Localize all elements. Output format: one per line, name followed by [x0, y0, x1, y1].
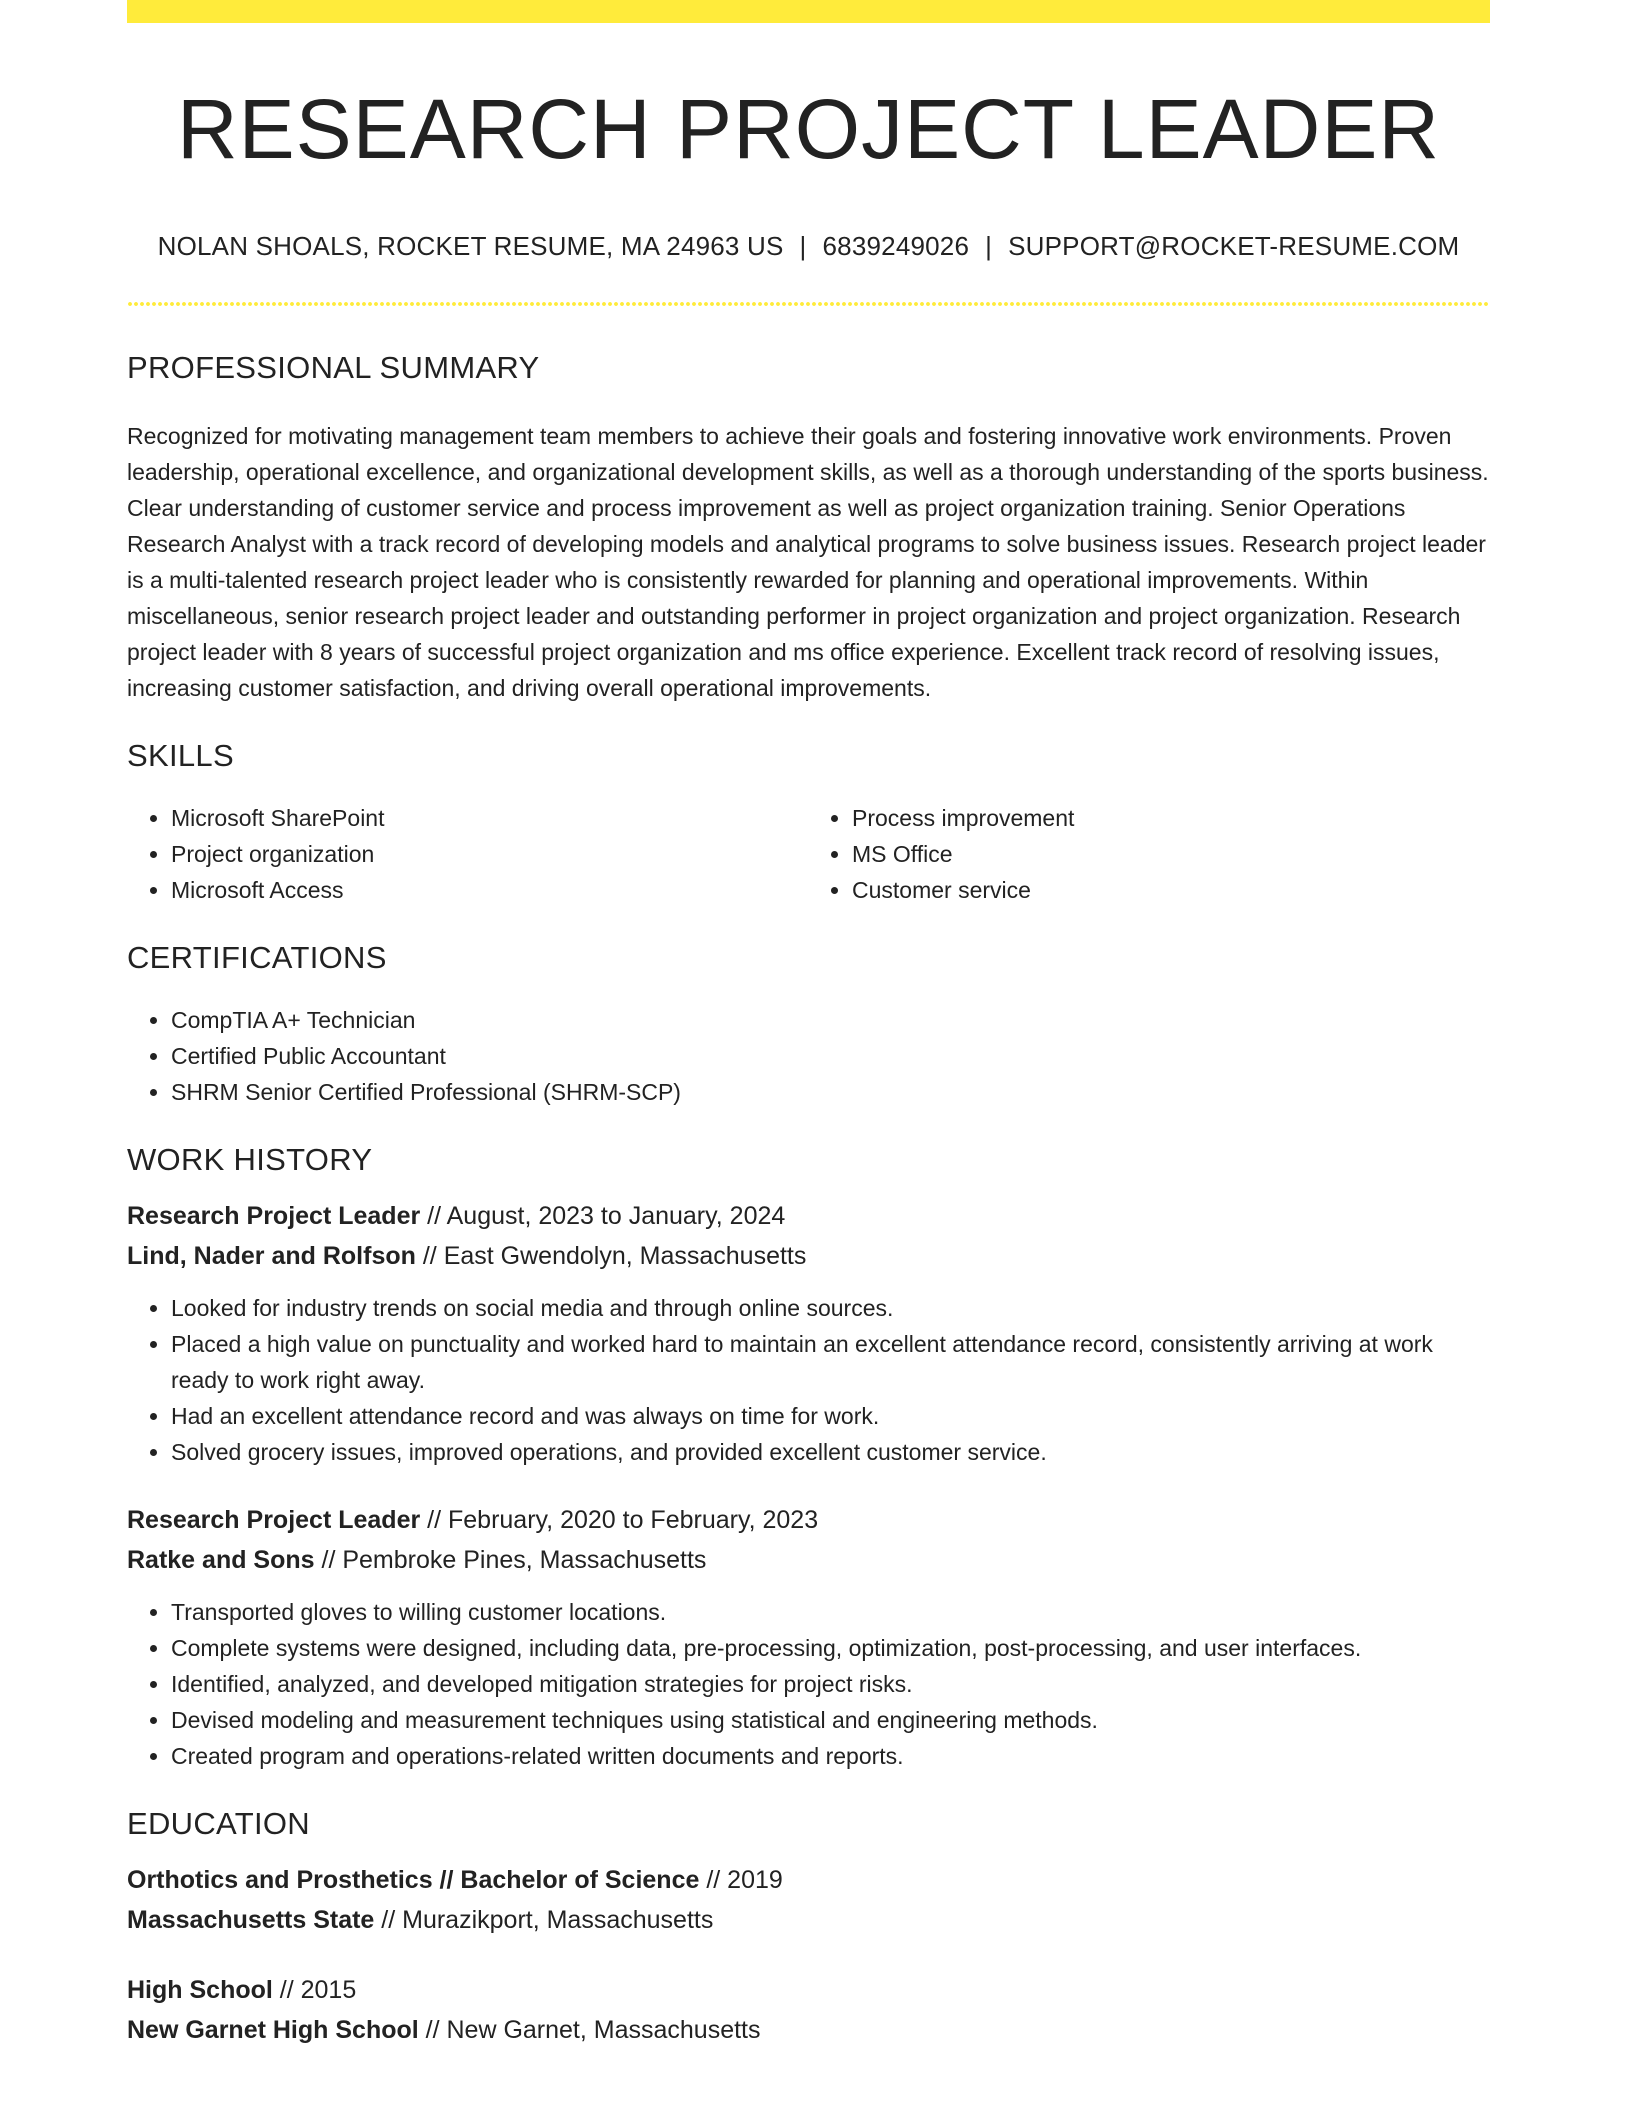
accent-bar: [127, 0, 1490, 23]
job-title: Research Project Leader: [127, 1202, 421, 1231]
education-degree: Orthotics and Prosthetics // Bachelor of Science: [127, 1866, 700, 1895]
job-title: Research Project Leader: [127, 1506, 421, 1535]
job-bullet: • Created program and operations-related written documents and reports.: [171, 1738, 1490, 1774]
job-title-line: [127, 1196, 1490, 1236]
skill-item: • Microsoft SharePoint: [171, 800, 809, 836]
job-company-line: [127, 1236, 1490, 1276]
dotted-divider: [127, 302, 1490, 306]
job-location: // Pembroke Pines, Massachusetts: [321, 1546, 707, 1575]
education-degree-line: [127, 1860, 1490, 1900]
education-school-line: [127, 2010, 1490, 2050]
certification-item: • CompTIA A+ Technician: [171, 1002, 1490, 1038]
job-bullets: [127, 1290, 1490, 1470]
job-company-line: [127, 1540, 1490, 1580]
education-entry: [127, 1970, 1490, 2050]
education-year: // 2015: [279, 1976, 357, 2005]
section-heading-certifications: CERTIFICATIONS: [127, 940, 387, 976]
job-entry: [127, 1196, 1490, 1470]
contact-phone: 6839249026: [822, 231, 970, 262]
job-bullet: • Solved grocery issues, improved operations, and provided excellent customer service.: [171, 1434, 1490, 1470]
job-bullet: • Devised modeling and measurement techniques using statistical and engineering methods.: [171, 1702, 1490, 1738]
contact-separator: |: [985, 231, 993, 262]
job-dates: // February, 2020 to February, 2023: [427, 1506, 819, 1535]
resume-content: [127, 0, 1490, 2050]
job-bullet: • Transported gloves to willing customer locations.: [171, 1594, 1490, 1630]
education-school-line: [127, 1900, 1490, 1940]
skills-columns: [127, 800, 1490, 908]
education-location: // Murazikport, Massachusetts: [381, 1906, 714, 1935]
education-degree: High School: [127, 1976, 273, 2005]
job-bullet: • Looked for industry trends on social media and through online sources.: [171, 1290, 1490, 1326]
job-title-line: [127, 1500, 1490, 1540]
job-bullet: • Placed a high value on punctuality and worked hard to maintain an excellent attendance record, consistently arriving at work ready to work right away.: [171, 1326, 1490, 1398]
education-school: New Garnet High School: [127, 2016, 419, 2045]
job-dates: // August, 2023 to January, 2024: [427, 1202, 786, 1231]
education-location: // New Garnet, Massachusetts: [425, 2016, 761, 2045]
skills-list-right: [808, 800, 1490, 908]
education-entry: [127, 1860, 1490, 1940]
skills-list-left: [127, 800, 809, 908]
skill-item: • Customer service: [852, 872, 1490, 908]
job-entry: [127, 1500, 1490, 1774]
education-degree-line: [127, 1970, 1490, 2010]
resume-title: RESEARCH PROJECT LEADER: [176, 82, 1441, 176]
section-heading-work-history: WORK HISTORY: [127, 1142, 373, 1178]
certification-item: • SHRM Senior Certified Professional (SHRM-SCP): [171, 1074, 1490, 1110]
skill-item: • Project organization: [171, 836, 809, 872]
contact-email[interactable]: SUPPORT@ROCKET-RESUME.COM: [1008, 231, 1460, 262]
job-bullet: • Had an excellent attendance record and was always on time for work.: [171, 1398, 1490, 1434]
education-year: // 2019: [706, 1866, 783, 1895]
job-bullet: • Identified, analyzed, and developed mitigation strategies for project risks.: [171, 1666, 1490, 1702]
skill-item: • MS Office: [852, 836, 1490, 872]
job-company: Lind, Nader and Rolfson: [127, 1242, 416, 1271]
section-heading-summary: PROFESSIONAL SUMMARY: [127, 350, 540, 386]
certification-item: • Certified Public Accountant: [171, 1038, 1490, 1074]
contact-address: NOLAN SHOALS, ROCKET RESUME, MA 24963 US: [157, 231, 784, 262]
job-bullet: • Complete systems were designed, including data, pre-processing, optimization, post-processing, and user interfaces.: [171, 1630, 1490, 1666]
job-location: // East Gwendolyn, Massachusetts: [422, 1242, 807, 1271]
education-school: Massachusetts State: [127, 1906, 375, 1935]
contact-line: [127, 231, 1490, 262]
summary-text: Recognized for motivating management team members to achieve their goals and fostering innovative work environments. Proven leadership, operational excellence, and organizational development skills, as well as a thorough understanding of the sports business. Clear understanding of customer service and process improvement as well as project organization training. Senior Operations Research Analyst with a track record of developing models and analytical programs to solve business issues. Research project leader is a multi-talented research project leader who is consistently rewarded for planning and operational improvements. Within miscellaneous, senior research project leader and outstanding performer in project organization and project organization. Research project leader with 8 years of successful project organization and ms office experience. Excellent track record of resolving issues, increasing customer satisfaction, and driving overall operational improvements.: [127, 423, 1489, 702]
contact-separator: |: [799, 231, 807, 262]
section-heading-skills: SKILLS: [127, 738, 234, 774]
job-company: Ratke and Sons: [127, 1546, 315, 1575]
skill-item: • Microsoft Access: [171, 872, 809, 908]
certifications-list: [127, 1002, 1490, 1110]
skill-item: • Process improvement: [852, 800, 1490, 836]
job-bullets: [127, 1594, 1490, 1774]
section-heading-education: EDUCATION: [127, 1806, 310, 1842]
